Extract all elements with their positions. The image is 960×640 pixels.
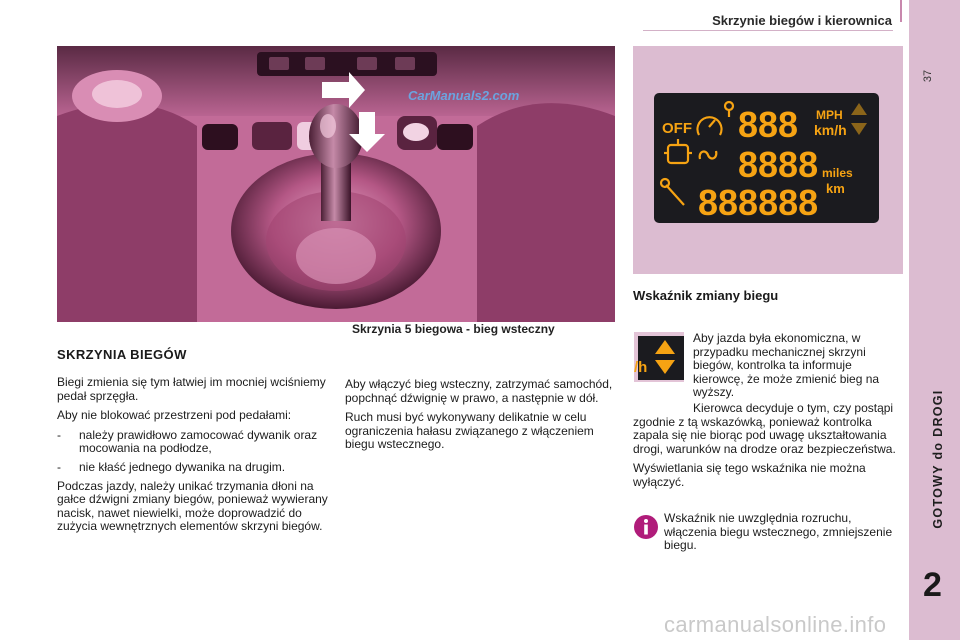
- indicator-thumbnail: [634, 332, 684, 382]
- miles-label: miles: [822, 166, 853, 180]
- gauge-icon: [698, 117, 722, 135]
- chapter-title: GOTOWY do DROGI: [931, 389, 945, 529]
- off-label: OFF: [662, 120, 692, 137]
- mph-label: MPH: [816, 108, 843, 122]
- header-rule: [643, 30, 893, 31]
- gearbox-column-1: [57, 376, 332, 540]
- list-item: - nie kłaść jednego dywanika na drugim.: [57, 459, 286, 474]
- km-label: km: [826, 181, 845, 196]
- gearbox-illustration: [57, 46, 615, 322]
- kmh-label: km/h: [814, 122, 847, 138]
- paragraph: Aby włączyć bieg wsteczny, zatrzymać samochód, popchnąć dźwignię w prawo, a następnie w dół.: [345, 377, 613, 405]
- chapter-number: 2: [923, 566, 942, 604]
- paragraph: Kierowca decyduje o tym, czy postąpi zgodnie z tą wskazówką, ponieważ kontrolka zapala się nie biorąc pod uwagę ukształtowania drogi, warunków na drodze oraz bezpieczeństwa.: [633, 401, 896, 456]
- section-heading-gearbox: SKRZYNIA BIEGÓW: [57, 347, 187, 362]
- main-digits: 8888: [738, 144, 819, 185]
- glow-plug-icon: [700, 151, 717, 159]
- list-item: - należy prawidłowo zamocować dywanik oraz mocowania na podłodze,: [57, 427, 318, 456]
- up-arrow-icon: [851, 103, 867, 115]
- engine-oil-icon: [664, 139, 692, 163]
- tab-rule: [900, 0, 902, 22]
- paragraph: Aby nie blokować przestrzeni pod pedałami:: [57, 408, 292, 423]
- odometer-digits: 888888: [698, 182, 819, 223]
- side-tab: [909, 0, 960, 640]
- info-icon: [633, 514, 659, 540]
- paragraph: Ruch musi być wykonywany delikatnie w celu ograniczenia hałasu związanego z włączeniem biegu wstecznego.: [345, 410, 594, 452]
- wrench-icon: [661, 179, 684, 205]
- paragraph: Biegi zmienia się tym łatwiej im mocniej wciśniemy pedał sprzęgła.: [57, 375, 326, 403]
- paragraph: Wyświetlania się tego wskaźnika nie można wyłączyć.: [633, 461, 866, 489]
- section-heading-indicator: Wskaźnik zmiany biegu: [633, 288, 779, 303]
- lcd-display: [654, 93, 879, 223]
- gearbox-photo: [57, 46, 615, 322]
- gearbox-column-2: [345, 378, 620, 458]
- page-number: 37: [922, 69, 935, 83]
- down-arrow-icon: [851, 123, 867, 135]
- service-icon: [725, 102, 733, 117]
- mini-unit-label: /h: [634, 359, 648, 376]
- paragraph: Podczas jazdy, należy unikać trzymania dłoni na gałce dźwigni zmiany biegów, ponieważ wywierany nacisk, nawet niewielki, może doprowadzić do zużycia wewnętrznych elementów skrzyni biegów.: [57, 478, 328, 534]
- footer-watermark: carmanualsonline.info: [664, 612, 887, 637]
- photo-caption: Skrzynia 5 biegowa - bieg wsteczny: [352, 322, 555, 336]
- header-title: Skrzynie biegów i kierownica: [712, 13, 892, 28]
- indicator-intro: Aby jazda była ekonomiczna, w przypadku mechanicznej skrzyni biegów, kontrolka ta informuje kierowcę, że może zmienić bieg na wyższy.: [693, 331, 880, 400]
- photo-watermark: CarManuals2.com: [408, 88, 520, 103]
- info-note: Wskaźnik nie uwzględnia rozruchu, włączenia biegu wstecznego, zmniejszenie biegu.: [664, 511, 893, 553]
- instrument-display: [654, 93, 879, 223]
- speed-digits: 888: [738, 104, 799, 145]
- indicator-text: [633, 402, 903, 496]
